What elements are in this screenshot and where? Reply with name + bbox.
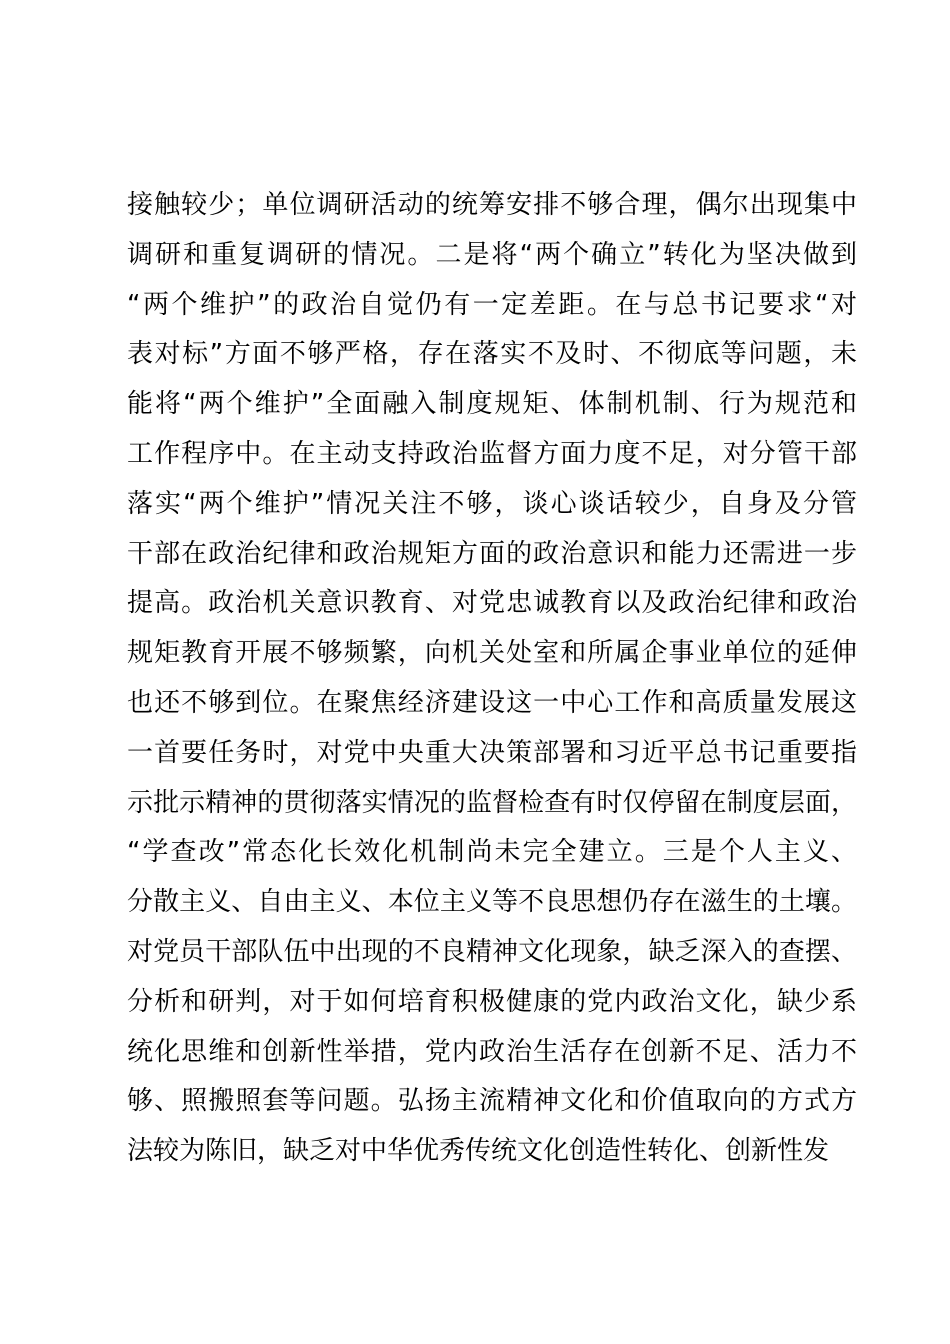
text-line: 分散主义、自由主义、本位主义等不良思想仍存在滋生的土壤。 <box>127 887 857 918</box>
text-line: 调研和重复调研的情况。二是将“两个确立”转化为坚决做到 <box>127 239 857 270</box>
text-line: 够、照搬照套等问题。弘扬主流精神文化和价值取向的方式方 <box>127 1086 857 1117</box>
text-line: 规矩教育开展不够频繁，向机关处室和所属企事业单位的延伸 <box>127 638 857 669</box>
text-line: “学查改”常态化长效化机制尚未完全建立。三是个人主义、 <box>127 837 857 868</box>
text-line: 接触较少；单位调研活动的统筹安排不够合理，偶尔出现集中 <box>127 190 857 220</box>
text-line: 提高。政治机关意识教育、对党忠诚教育以及政治纪律和政治 <box>127 588 857 619</box>
text-line: 工作程序中。在主动支持政治监督方面力度不足，对分管干部 <box>127 438 857 469</box>
text-line: 示批示精神的贯彻落实情况的监督检查有时仅停留在制度层面， <box>127 787 857 818</box>
text-line: 统化思维和创新性举措，党内政治生活存在创新不足、活力不 <box>127 1036 857 1067</box>
text-line: 分析和研判，对于如何培育积极健康的党内政治文化，缺少系 <box>127 986 857 1017</box>
text-line: “两个维护”的政治自觉仍有一定差距。在与总书记要求“对 <box>127 289 857 320</box>
text-line: 表对标”方面不够严格，存在落实不及时、不彻底等问题，未 <box>127 339 857 370</box>
text-line: 也还不够到位。在聚焦经济建设这一中心工作和高质量发展这 <box>127 687 857 718</box>
text-line: 对党员干部队伍中出现的不良精神文化现象，缺乏深入的查摆、 <box>127 936 857 967</box>
body-paragraph <box>127 181 857 1177</box>
text-line: 能将“两个维护”全面融入制度规矩、体制机制、行为规范和 <box>127 389 857 420</box>
text-line: 落实“两个维护”情况关注不够，谈心谈话较少，自身及分管 <box>127 488 857 519</box>
text-line: 干部在政治纪律和政治规矩方面的政治意识和能力还需进一步 <box>127 538 857 569</box>
text-line: 法较为陈旧，缺乏对中华优秀传统文化创造性转化、创新性发 <box>127 1136 830 1167</box>
text-line: 一首要任务时，对党中央重大决策部署和习近平总书记重要指 <box>127 737 857 768</box>
